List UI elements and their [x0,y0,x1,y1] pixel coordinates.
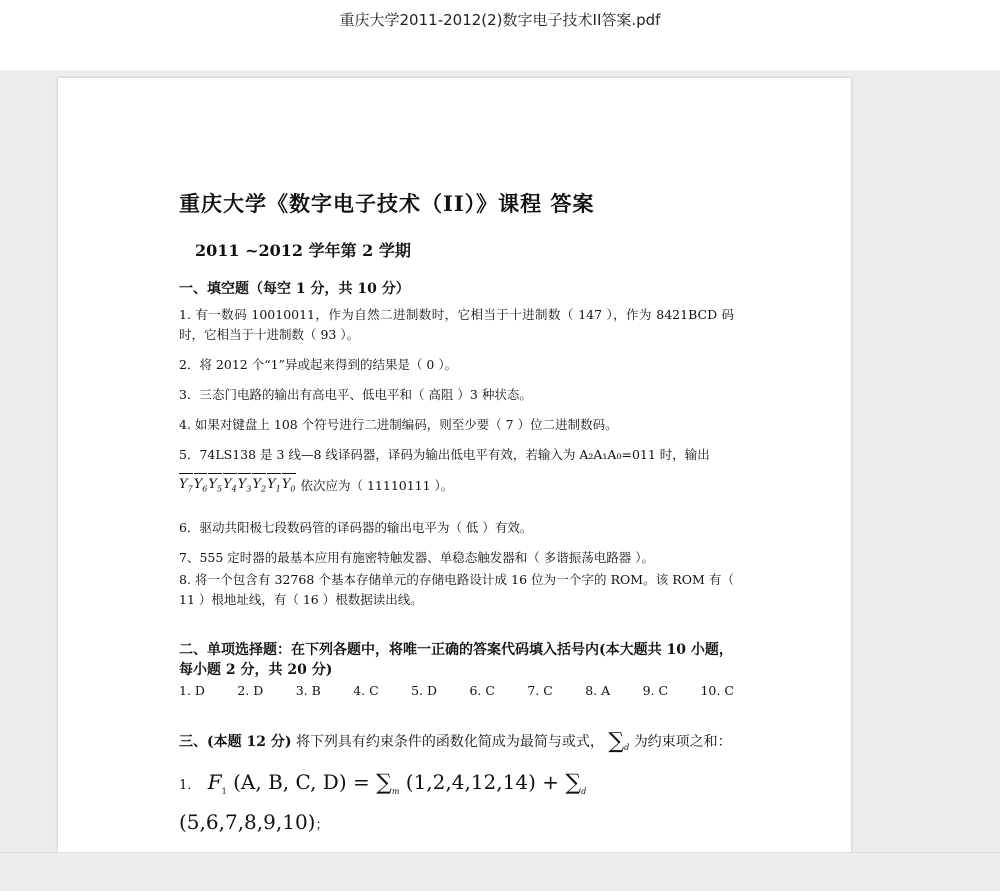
sigma-d-symbol: ∑ [565,770,582,796]
formula-lhs-sub: 1 [221,787,227,797]
formula-args: (A, B, C, D) = [233,770,377,795]
answer-item: 8. A [585,682,611,698]
question-7: 7、555 定时器的最基本应用有施密特触发器、单稳态触发器和（ 多谐振荡电路器 ）。 [179,549,654,565]
viewer-header [0,0,1000,70]
section2-heading: 二、单项选择题：在下列各题中，将唯一正确的答案代码填入括号内(本大题共 10 小题，每小题 2 分，共 20 分) [179,641,733,678]
question-5-answer: 依次应为（ 11110111 ）。 [300,477,454,493]
section2-answers [179,682,734,700]
formula-1 [179,767,734,841]
question-2: 2．将 2012 个“1”异或起来得到的结果是（ 0 ）。 [179,357,458,372]
page-content [179,190,734,841]
answer-item: 4. C [353,682,379,698]
term-heading: 2011 ~2012 学年第 2 学期 [195,241,411,260]
sigma-subscript: d [624,742,630,752]
answer-item: 10. C [700,682,734,698]
document-filename: 重庆大学2011-2012(2)数字电子技术II答案.pdf [339,11,661,29]
question-3: 3．三态门电路的输出有高电平、低电平和（ 高阻 ）3 种状态。 [179,387,532,402]
page-title: 重庆大学《数字电子技术（II）》课程 答案 [179,191,595,216]
question-6: 6．驱动共阳极七段数码管的译码器的输出电平为（ 低 ）有效。 [179,519,533,535]
formula-end: ； [315,818,329,834]
question-8: 8. 将一个包含有 32768 个基本存储单元的存储电路设计成 16 位为一个字的 ROM。该 ROM 有（ 11 ）根地址线，有（ 16 ）根数据读出线。 [179,571,734,607]
y7-bar: $Y_7$ [179,473,193,500]
pdf-page [58,78,851,852]
section3-heading-text: 将下列具有约束条件的函数化简成为最简与或式， [295,733,604,750]
question-1: 1. 有一数码 10010011，作为自然二进制数时，它相当于十进制数（ 147 ），作为 8421BCD 码时，它相当于十进制数（ 93 ）。 [179,307,734,342]
answer-item: 2. D [237,682,264,698]
formula-d-terms: (5,6,7,8,9,10) [179,810,316,835]
section1-heading: 一、填空题（每空 1 分，共 10 分） [179,281,410,297]
question-4: 4. 如果对键盘上 108 个符号进行二进制编码，则至少要（ 7 ）位二进制数码。 [179,417,618,432]
answer-item: 9. C [642,682,669,698]
y2-bar: $Y_2$ [252,473,266,500]
y6-bar: $Y_6$ [194,473,208,500]
question-5-line2 [179,473,734,500]
section3-heading-tail: 为约束项之和： [633,733,732,750]
formula-m-terms: (1,2,4,12,14) + [405,770,566,795]
section3-heading-bold: 三、(本题 12 分) [179,733,292,750]
sigma-d-subscript: d [581,787,587,797]
y4-bar: $Y_4$ [223,473,237,500]
answer-item: 6. C [469,682,495,698]
answer-item: 1. D [179,682,205,698]
formula-lhs: F [207,770,222,795]
answer-item: 7. C [527,682,553,698]
section3-heading [179,726,734,764]
question-5-line1: 5．74LS138 是 3 线—8 线译码器，译码为输出低电平有效，若输入为 A₂A₁A₀=011 时，输出 [179,447,710,462]
y5-bar: $Y_5$ [208,473,222,500]
y0-bar: $Y_0$ [282,473,296,500]
formula-index: 1. [179,778,192,794]
viewer-footer [0,852,1000,891]
answer-item: 5. D [411,682,438,698]
sigma-m-symbol: ∑ [376,770,392,796]
y1-bar: $Y_1$ [267,473,281,500]
output-y-bars [179,473,297,500]
question-5 [179,445,734,500]
answer-item: 3. B [295,682,321,698]
sigma-symbol: ∑ [608,728,625,754]
y3-bar: $Y_3$ [238,473,252,500]
sigma-m-subscript: m [391,787,400,797]
